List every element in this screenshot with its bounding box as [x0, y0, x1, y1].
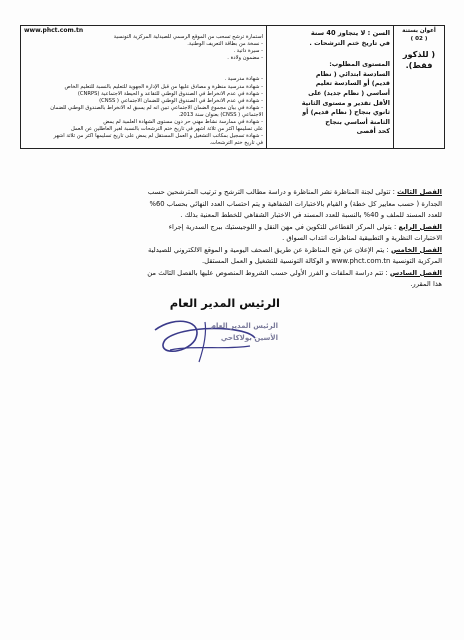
article-4-line	[22, 222, 442, 234]
article-3-line	[22, 187, 442, 199]
website-url[interactable]: www.phct.com.tn	[24, 27, 84, 34]
position-cell	[394, 26, 445, 149]
position-title: أعوان بستنة	[402, 28, 436, 34]
article-6-line: هذا المقرر.	[410, 280, 442, 288]
stamp-line: الرئيس المدير العام	[210, 322, 278, 330]
article-4-heading: الفصل الرابع	[398, 222, 442, 231]
document-item: - شهادة تسجيل بمكاتب التشغيل و العمل المستقل لم يمض على تاريخ تسليمها أكثر من ثلاثة أشهر	[53, 133, 263, 140]
article-5-line	[22, 245, 442, 257]
level-condition	[270, 60, 390, 137]
age-condition-date: في تاريخ ختم الترشحات .	[309, 38, 390, 47]
article-4-text: : يتولى المركز القطاعي للتكوين في مهن النقل و اللوجيستيك ببرج السدرية إجراء	[168, 222, 397, 231]
document-item: - سيرة ذاتية .	[233, 48, 263, 55]
article-3-line: الجدارة ( حسب معايير كل خطة) و القيام بالاختبارات الشفاهية و يتم احتساب العدد النهائي بحساب 60%	[149, 199, 442, 208]
article-5-line: المركزية التونسية www.phct.com.tn و الوكالة التونسية للتشغيل و العمل المستقل.	[201, 257, 442, 265]
level-line: الأقل تقدير و مستوى الثانية	[301, 98, 390, 107]
signatory-title: الرئيس المدير العام	[169, 296, 280, 310]
level-line: قديم) أو السادسة تعليم	[315, 79, 390, 88]
level-line: كحد أقصى	[356, 127, 390, 136]
article-4-line: الاختبارات النظرية و التطبيقية لمناظرات انتداب السواق .	[282, 234, 442, 242]
article-6-heading: الفصل السادس	[389, 268, 442, 277]
article-5-text: : يتم الإعلان عن فتح المناظرة عن طريق الصحف اليومية و الموقع الالكتروني للصيدلية	[147, 245, 389, 254]
document-item: الاجتماعي ( CNSS) بعنوان سنة 2013.	[178, 111, 263, 118]
document-item: - شهادة في عدم الانخراط في الصندوق الوطني للتقاعد و الحيطة الاجتماعية (CNRPS)	[77, 90, 263, 97]
document-item: - شهادة في بيان مجموع الضمان الاجتماعي تبين أنه لم يسبق له الانخراط بالصندوق الوطني للضمان	[50, 104, 263, 111]
article-3-text: : تتولى لجنة المناظرة نشر المناظرة و دراسة مطالب الترشح و ترتيب المترشحين حسب	[147, 188, 395, 196]
position-count: ( 02 )	[410, 36, 428, 42]
document-item: - شهادة مدرسية منظرة و مصادق عليها من قبل الإدارة الجهوية للتعليم بالنسبة للتعليم الخاص	[64, 83, 263, 90]
document-item: - شهادة في ممارسة نشاط مهني حر دون مستوى الشهادة العلمية لم يمض	[103, 119, 263, 126]
level-line: ثانوي بنجاح ( نظام قديم) أو	[302, 108, 390, 117]
documents-cell	[21, 26, 267, 149]
requirements-table	[20, 25, 445, 149]
document-item: على تسليمها أكثر من ثلاثة أشهر في تاريخ ختم الترشحات بالنسبة لغير العاطلين عن العمل	[71, 126, 263, 133]
level-line: المستوى المطلوب:	[329, 60, 390, 69]
document-item: - مضمون ولادة .	[227, 55, 263, 62]
article-6-line	[22, 268, 442, 280]
level-line: السادسة ابتدائي ( نظام	[315, 69, 390, 78]
official-stamp	[158, 320, 278, 344]
article-6-text: : تتم دراسة الملفات و الفرز الأولي حسب الشروط المنصوص عليها بالفصل الثالث من	[147, 268, 388, 277]
articles-section	[22, 187, 442, 291]
position-note: ( للذكور فقط).	[402, 49, 436, 70]
article-3-line: للعدد المسند للملف و 40% بالنسبة للعدد المسند في الاختبار الشفاهي للخطط المعنية بذلك .	[180, 211, 442, 219]
level-line: أساسي ( نظام جديد) على	[308, 88, 390, 97]
stamp-line: الأسين بولاكاحي	[220, 334, 278, 342]
article-3-heading: الفصل الثالث	[397, 188, 442, 196]
document-item: في تاريخ ختم الترشحات.	[209, 140, 263, 147]
level-line: الثامنة أساسي بنجاح	[325, 117, 390, 126]
document-item: - شهادة مدرسية .	[224, 76, 263, 83]
document-item: استمارة ترشح تسحب من الموقع الرسمي للصيدلية المركزية التونسية	[113, 34, 263, 41]
article-5-heading: الفصل الخامس	[390, 245, 442, 254]
document-item: - شهادة في عدم الانخراط في الصندوق الوطني للضمان الاجتماعي ( CNSS)	[99, 97, 263, 104]
document-item: - نسخة من بطاقة التعريف الوطنية.	[187, 41, 263, 48]
age-condition: السن : لا يتجاوز 40 سنة	[310, 29, 390, 37]
conditions-cell	[267, 26, 394, 149]
